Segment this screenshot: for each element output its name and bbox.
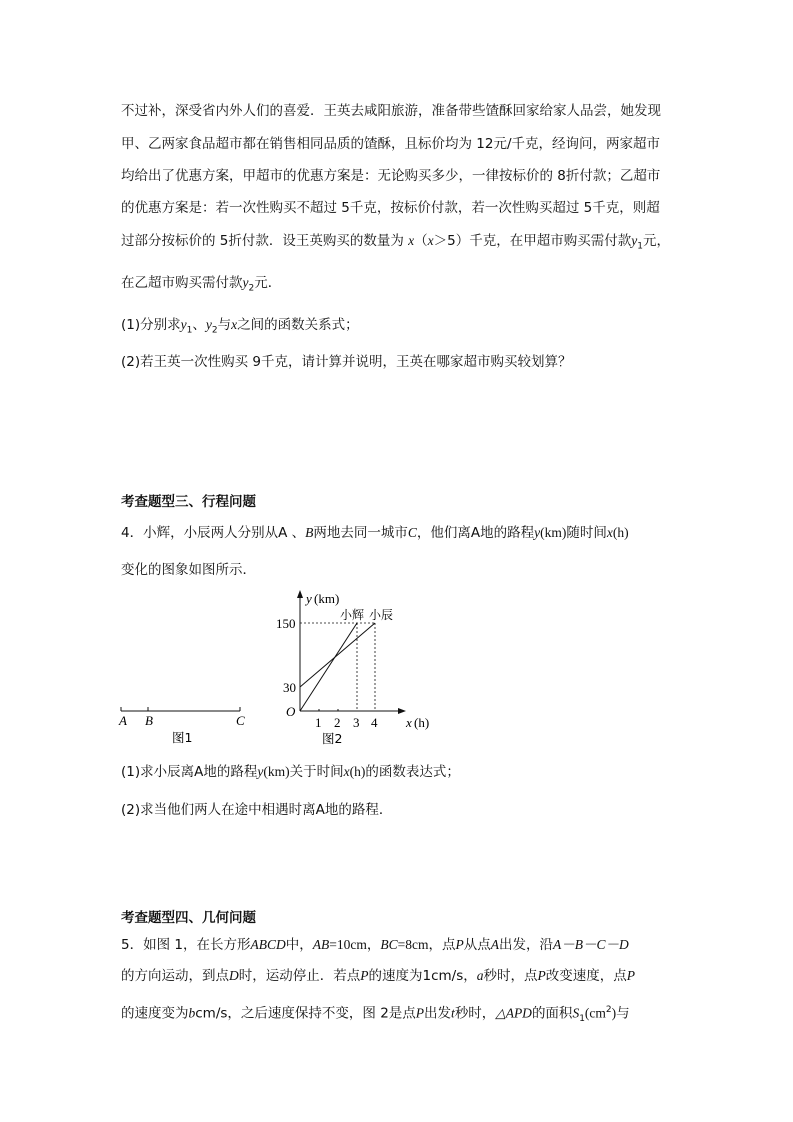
problem4-question-1: (1)求小辰离A地的路程y(km)关于时间x(h)的函数表达式； [121, 764, 460, 780]
figure-1-caption: 图1 [172, 730, 193, 745]
label-c: C [236, 713, 245, 728]
problem3-line-6: 在乙超市购买需付款$y_2$元． [121, 275, 282, 294]
x-tick-label-4: 4 [371, 715, 378, 730]
y-axis-unit: (km) [314, 591, 340, 606]
line-xiaochen [300, 623, 375, 687]
problem3-question-2: (2)若王英一次性购买 9千克，请计算并说明，王英在哪家超市购买较划算？ [121, 354, 572, 370]
problem5-line-1: 5．如图 1，在长方形ABCD中，AB=10cm，BC=8cm，点P从点A出发，沿A－B－C－D [121, 937, 629, 953]
x-tick-label-1: 1 [315, 715, 322, 730]
problem3-line-4: 的优惠方案是：若一次性购买不超过 5千克，按标价付款，若一次性购买超过 5千克，则超 [121, 200, 660, 216]
series-label-xiaochen: 小辰 [369, 608, 394, 622]
problem3-line-1: 不过补，深受省内外人们的喜爱．王英去咸阳旅游，准备带些馇酥回家给家人品尝，她发现 [121, 103, 661, 119]
figure-1-segment [110, 695, 260, 750]
origin-label: O [286, 704, 296, 719]
y-axis-label: y [306, 591, 312, 606]
y-tick-150: 150 [276, 616, 296, 631]
problem4-question-2: (2)求当他们两人在途中相遇时离A地的路程． [121, 802, 393, 818]
problem4-line-2: 变化的图象如图所示． [121, 562, 256, 578]
series-label-xiaohui: 小辉 [340, 608, 365, 622]
problem4-line-1: 4．小辉，小辰两人分别从A 、B两地去同一城市C，他们离A地的路程y(km)随时间x(h) [121, 525, 629, 541]
section-heading-3: 考查题型三、行程问题 [121, 494, 256, 510]
problem3-line-5: 过部分按标价的 5折付款．设王英购买的数量为 x（x＞5）千克，在甲超市购买需付款$y_1$元， [121, 233, 670, 252]
label-a: A [119, 713, 127, 728]
x-axis-arrow [398, 708, 406, 714]
line-xiaohui [300, 623, 357, 711]
figure-2-graph [270, 585, 445, 750]
y-axis-arrow [297, 590, 303, 598]
problem5-line-3: 的速度变为bcm/s，之后速度保持不变，图 2是点P出发t秒时，△APD的面积$S_1(cm^2)$与 [121, 1005, 630, 1025]
problem3-line-3: 均给出了优惠方案，甲超市的优惠方案是：无论购买多少，一律按标价的 8折付款；乙超市 [121, 168, 661, 184]
x-axis-label: x [406, 715, 412, 730]
y-tick-30: 30 [283, 680, 296, 695]
x-tick-label-2: 2 [334, 715, 341, 730]
problem3-line-2: 甲、乙两家食品超市都在销售相同品质的馇酥，且标价均为 12元/千克，经询问，两家超市 [121, 136, 661, 152]
x-axis-unit: (h) [414, 715, 430, 730]
problem3-question-1: (1)分别求$y_1$、$y_2$与x之间的函数关系式； [121, 317, 359, 336]
section-heading-4: 考查题型四、几何问题 [121, 910, 256, 926]
figure-2-caption: 图2 [322, 731, 343, 746]
problem5-line-2: 的方向运动，到点D时，运动停止．若点P的速度为1cm/s，a秒时，点P改变速度，点P [121, 968, 635, 984]
label-b: B [145, 713, 153, 728]
x-tick-label-3: 3 [353, 715, 360, 730]
